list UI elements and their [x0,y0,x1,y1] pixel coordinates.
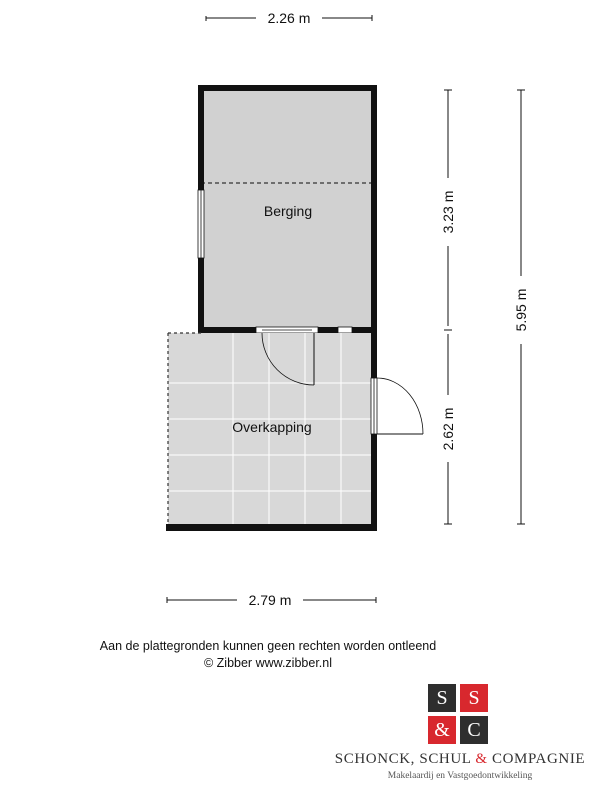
dimension-label: 5.95 m [513,288,529,332]
logo-tile: S [428,684,456,712]
logo-tile: C [460,716,488,744]
dimension-label: 2.79 m [248,592,292,608]
dimension-top-width [206,10,372,26]
logo-tile: S [460,684,488,712]
company-name-part: SCHONCK, SCHUL [334,751,476,767]
logo-tile: & [428,716,456,744]
room-label-berging: Berging [263,203,313,219]
disclaimer [0,638,536,672]
dimension-label: 3.23 m [440,190,456,234]
company-tagline: Makelaardij en Vastgoedontwikkeling [387,771,533,781]
side-door [371,378,423,434]
room-berging [198,85,377,333]
disclaimer-line: Aan de plattegronden kunnen geen rechten worden ontleend [99,639,437,653]
door-opening [256,327,352,333]
dimension-label: 2.26 m [267,10,311,26]
company-name-ampersand: & [475,751,488,767]
company-logo [428,684,490,746]
copyright-line: © Zibber www.zibber.nl [203,656,332,670]
dimension-right-inner [440,90,456,524]
dimension-bottom-width [167,592,376,608]
room-overkapping [166,333,423,531]
company-name-part: COMPAGNIE [487,751,586,767]
company-name [330,751,590,768]
dimension-label: 2.62 m [440,407,456,451]
dimension-right-total [513,90,529,524]
room-label-overkapping: Overkapping [232,419,312,435]
window [198,190,204,258]
